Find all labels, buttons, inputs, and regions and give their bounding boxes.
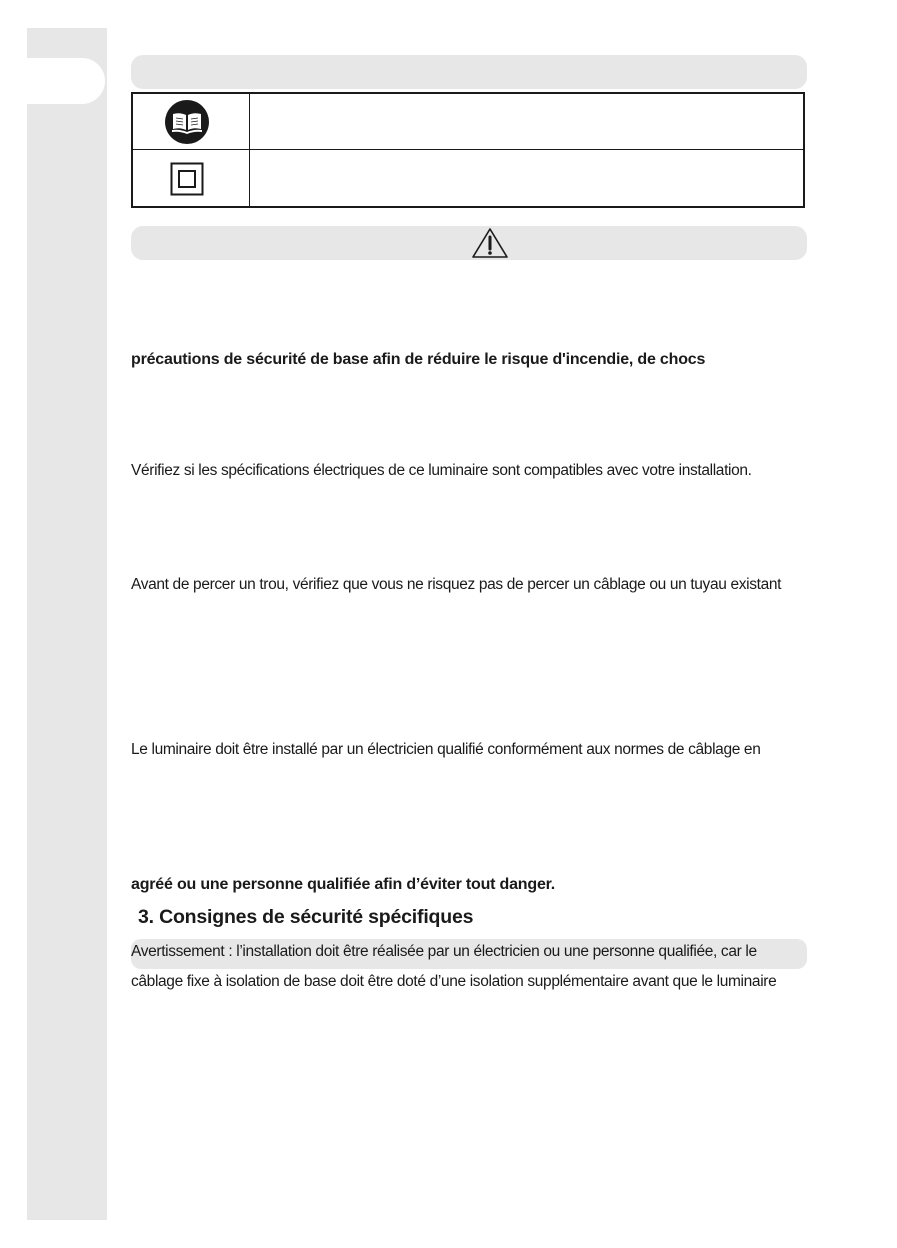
- text-line-drill: Avant de percer un trou, vérifiez que vous ne risquez pas de percer un câblage ou un tuyau existant: [131, 576, 782, 593]
- symbols-table: [131, 92, 805, 208]
- text-line-verify: Vérifiez si les spécifications électriques de ce luminaire sont compatibles avec votre installation.: [131, 462, 752, 479]
- table-column-divider: [249, 94, 250, 206]
- symbols-header-bar: [131, 55, 807, 89]
- warning-header-bar: [131, 226, 807, 260]
- book-icon: [164, 99, 210, 145]
- text-line-agree: agréé ou une personne qualifiée afin d’éviter tout danger.: [131, 876, 556, 893]
- table-row-divider: [133, 149, 803, 150]
- text-line-installer: Le luminaire doit être installé par un électricien qualifié conformément aux normes de câblage en: [131, 741, 761, 758]
- class-ii-double-insulation-icon: [170, 162, 204, 196]
- section-text-line-2: câblage fixe à isolation de base doit être doté d’une isolation supplémentaire avant que le luminaire: [131, 973, 777, 990]
- side-strip: [27, 28, 107, 1220]
- side-tab: [27, 58, 105, 104]
- text-line-precautions: précautions de sécurité de base afin de réduire le risque d'incendie, de chocs: [131, 351, 706, 368]
- section-text-line-1: Avertissement : l’installation doit être réalisée par un électricien ou une personne qualifiée, car le: [131, 943, 757, 960]
- warning-triangle-icon: [470, 226, 510, 260]
- section-heading: 3. Consignes de sécurité spécifiques: [138, 906, 474, 928]
